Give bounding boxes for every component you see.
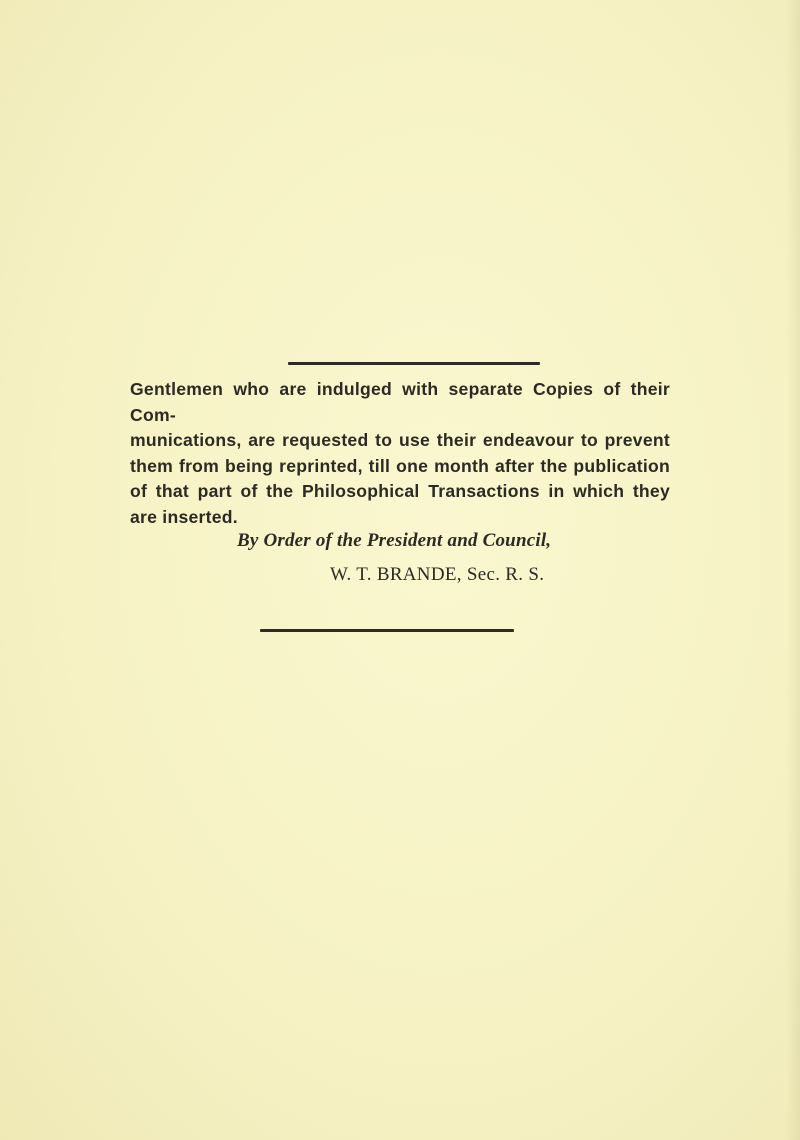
signature-line: W. T. BRANDE, Sec. R. S. — [330, 564, 545, 585]
notice-line: munications, are requested to use their endeavour to prevent — [130, 430, 670, 450]
notice-paragraph — [130, 377, 670, 530]
top-rule — [288, 362, 540, 365]
notice-line: are inserted. — [130, 506, 238, 527]
order-line: By Order of the President and Council, — [237, 530, 552, 551]
bottom-rule — [260, 629, 514, 632]
notice-line: of that part of the Philosophical Transactions in which they — [130, 481, 670, 501]
page-edge-shade — [786, 0, 800, 1140]
notice-line: Gentlemen who are indulged with separate Copies of their Com- — [130, 379, 670, 425]
notice-line: them from being reprinted, till one month after the publication — [130, 455, 670, 476]
